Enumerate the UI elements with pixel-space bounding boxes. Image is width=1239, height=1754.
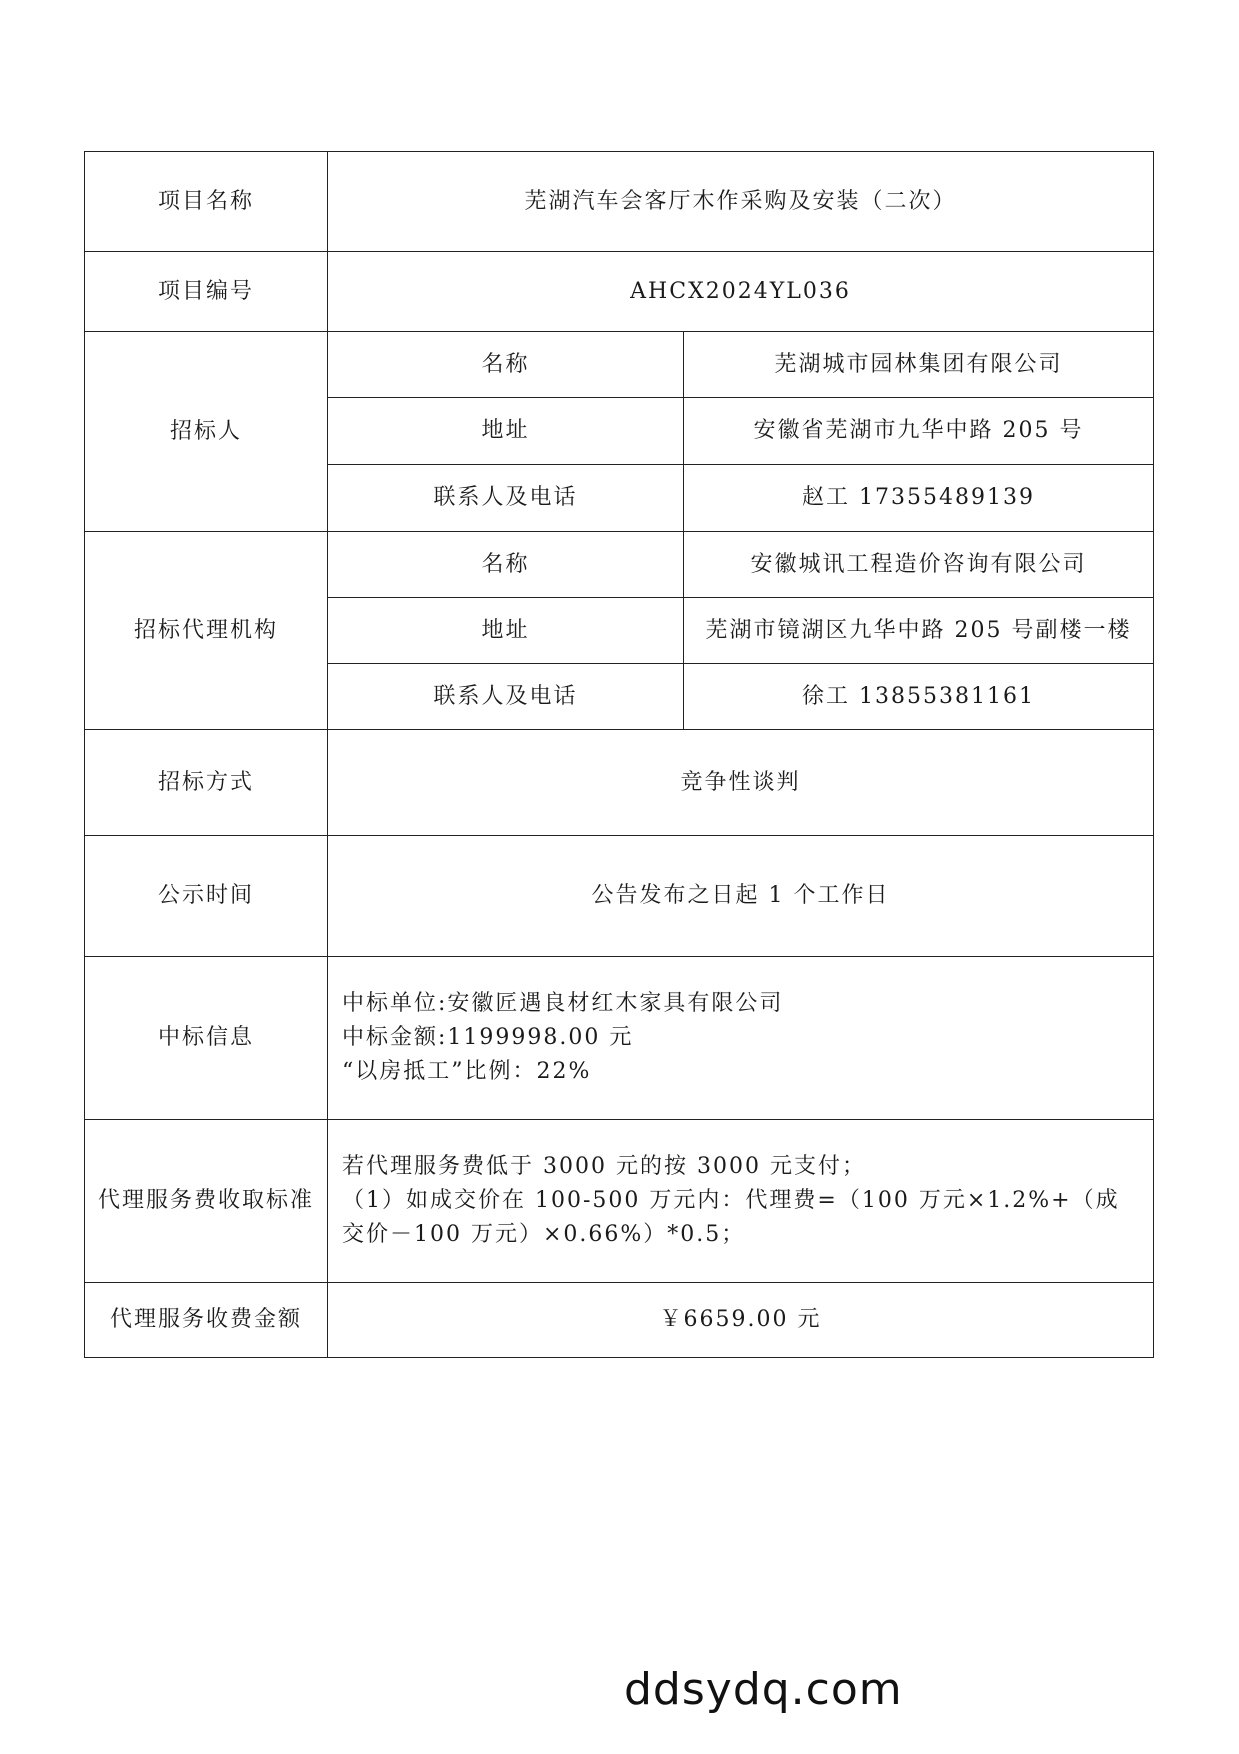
tenderer-address-value: 安徽省芜湖市九华中路 205 号 xyxy=(684,398,1154,465)
agency-label: 招标代理机构 xyxy=(85,532,328,730)
fee-amount-value: ￥6659.00 元 xyxy=(328,1283,1154,1358)
fee-formula: （1）如成交价在 100-500 万元内：代理费=（100 万元×1.2%+（成交价－100 万元）×0.66%）*0.5； xyxy=(342,1188,1120,1247)
agency-contact-value: 徐工 13855381161 xyxy=(684,664,1154,730)
fee-standard-label: 代理服务费收取标准 xyxy=(85,1120,328,1283)
tenderer-name-label: 名称 xyxy=(328,332,684,398)
tenderer-address-label: 地址 xyxy=(328,398,684,465)
row-project-number xyxy=(85,252,1154,332)
row-fee-amount xyxy=(85,1283,1154,1358)
tenderer-contact-value: 赵工 17355489139 xyxy=(684,465,1154,532)
housing-offset-ratio: “以房抵工”比例：22% xyxy=(342,1059,592,1084)
tender-method-label: 招标方式 xyxy=(85,730,328,836)
agency-name-label: 名称 xyxy=(328,532,684,598)
project-number-label: 项目编号 xyxy=(85,252,328,332)
publicity-period-label: 公示时间 xyxy=(85,836,328,957)
project-name-value: 芜湖汽车会客厅木作采购及安装（二次） xyxy=(328,152,1154,252)
tenderer-name-value: 芜湖城市园林集团有限公司 xyxy=(684,332,1154,398)
fee-minimum-rule: 若代理服务费低于 3000 元的按 3000 元支付； xyxy=(342,1154,866,1179)
agency-contact-label: 联系人及电话 xyxy=(328,664,684,730)
agency-address-label: 地址 xyxy=(328,598,684,664)
winning-info-label: 中标信息 xyxy=(85,957,328,1120)
site-watermark: ddsydq.com xyxy=(624,1664,903,1715)
row-tender-method xyxy=(85,730,1154,836)
winning-company: 中标单位:安徽匠遇良材红木家具有限公司 xyxy=(342,991,784,1016)
project-number-value: AHCX2024YL036 xyxy=(328,252,1154,332)
project-name-label: 项目名称 xyxy=(85,152,328,252)
row-fee-standard xyxy=(85,1120,1154,1283)
tender-method-value: 竞争性谈判 xyxy=(328,730,1154,836)
row-agency-name xyxy=(85,532,1154,598)
winning-info-content xyxy=(328,957,1154,1120)
row-tenderer-name xyxy=(85,332,1154,398)
fee-amount-label: 代理服务收费金额 xyxy=(85,1283,328,1358)
publicity-period-value: 公告发布之日起 1 个工作日 xyxy=(328,836,1154,957)
agency-address-value: 芜湖市镜湖区九华中路 205 号副楼一楼 xyxy=(684,598,1154,664)
fee-standard-content xyxy=(328,1120,1154,1283)
agency-name-value: 安徽城讯工程造价咨询有限公司 xyxy=(684,532,1154,598)
row-project-name xyxy=(85,152,1154,252)
row-publicity-period xyxy=(85,836,1154,957)
row-winning-info xyxy=(85,957,1154,1120)
tenderer-contact-label: 联系人及电话 xyxy=(328,465,684,532)
winning-amount: 中标金额:1199998.00 元 xyxy=(342,1025,634,1050)
announcement-table xyxy=(84,151,1154,1358)
tenderer-label: 招标人 xyxy=(85,332,328,532)
